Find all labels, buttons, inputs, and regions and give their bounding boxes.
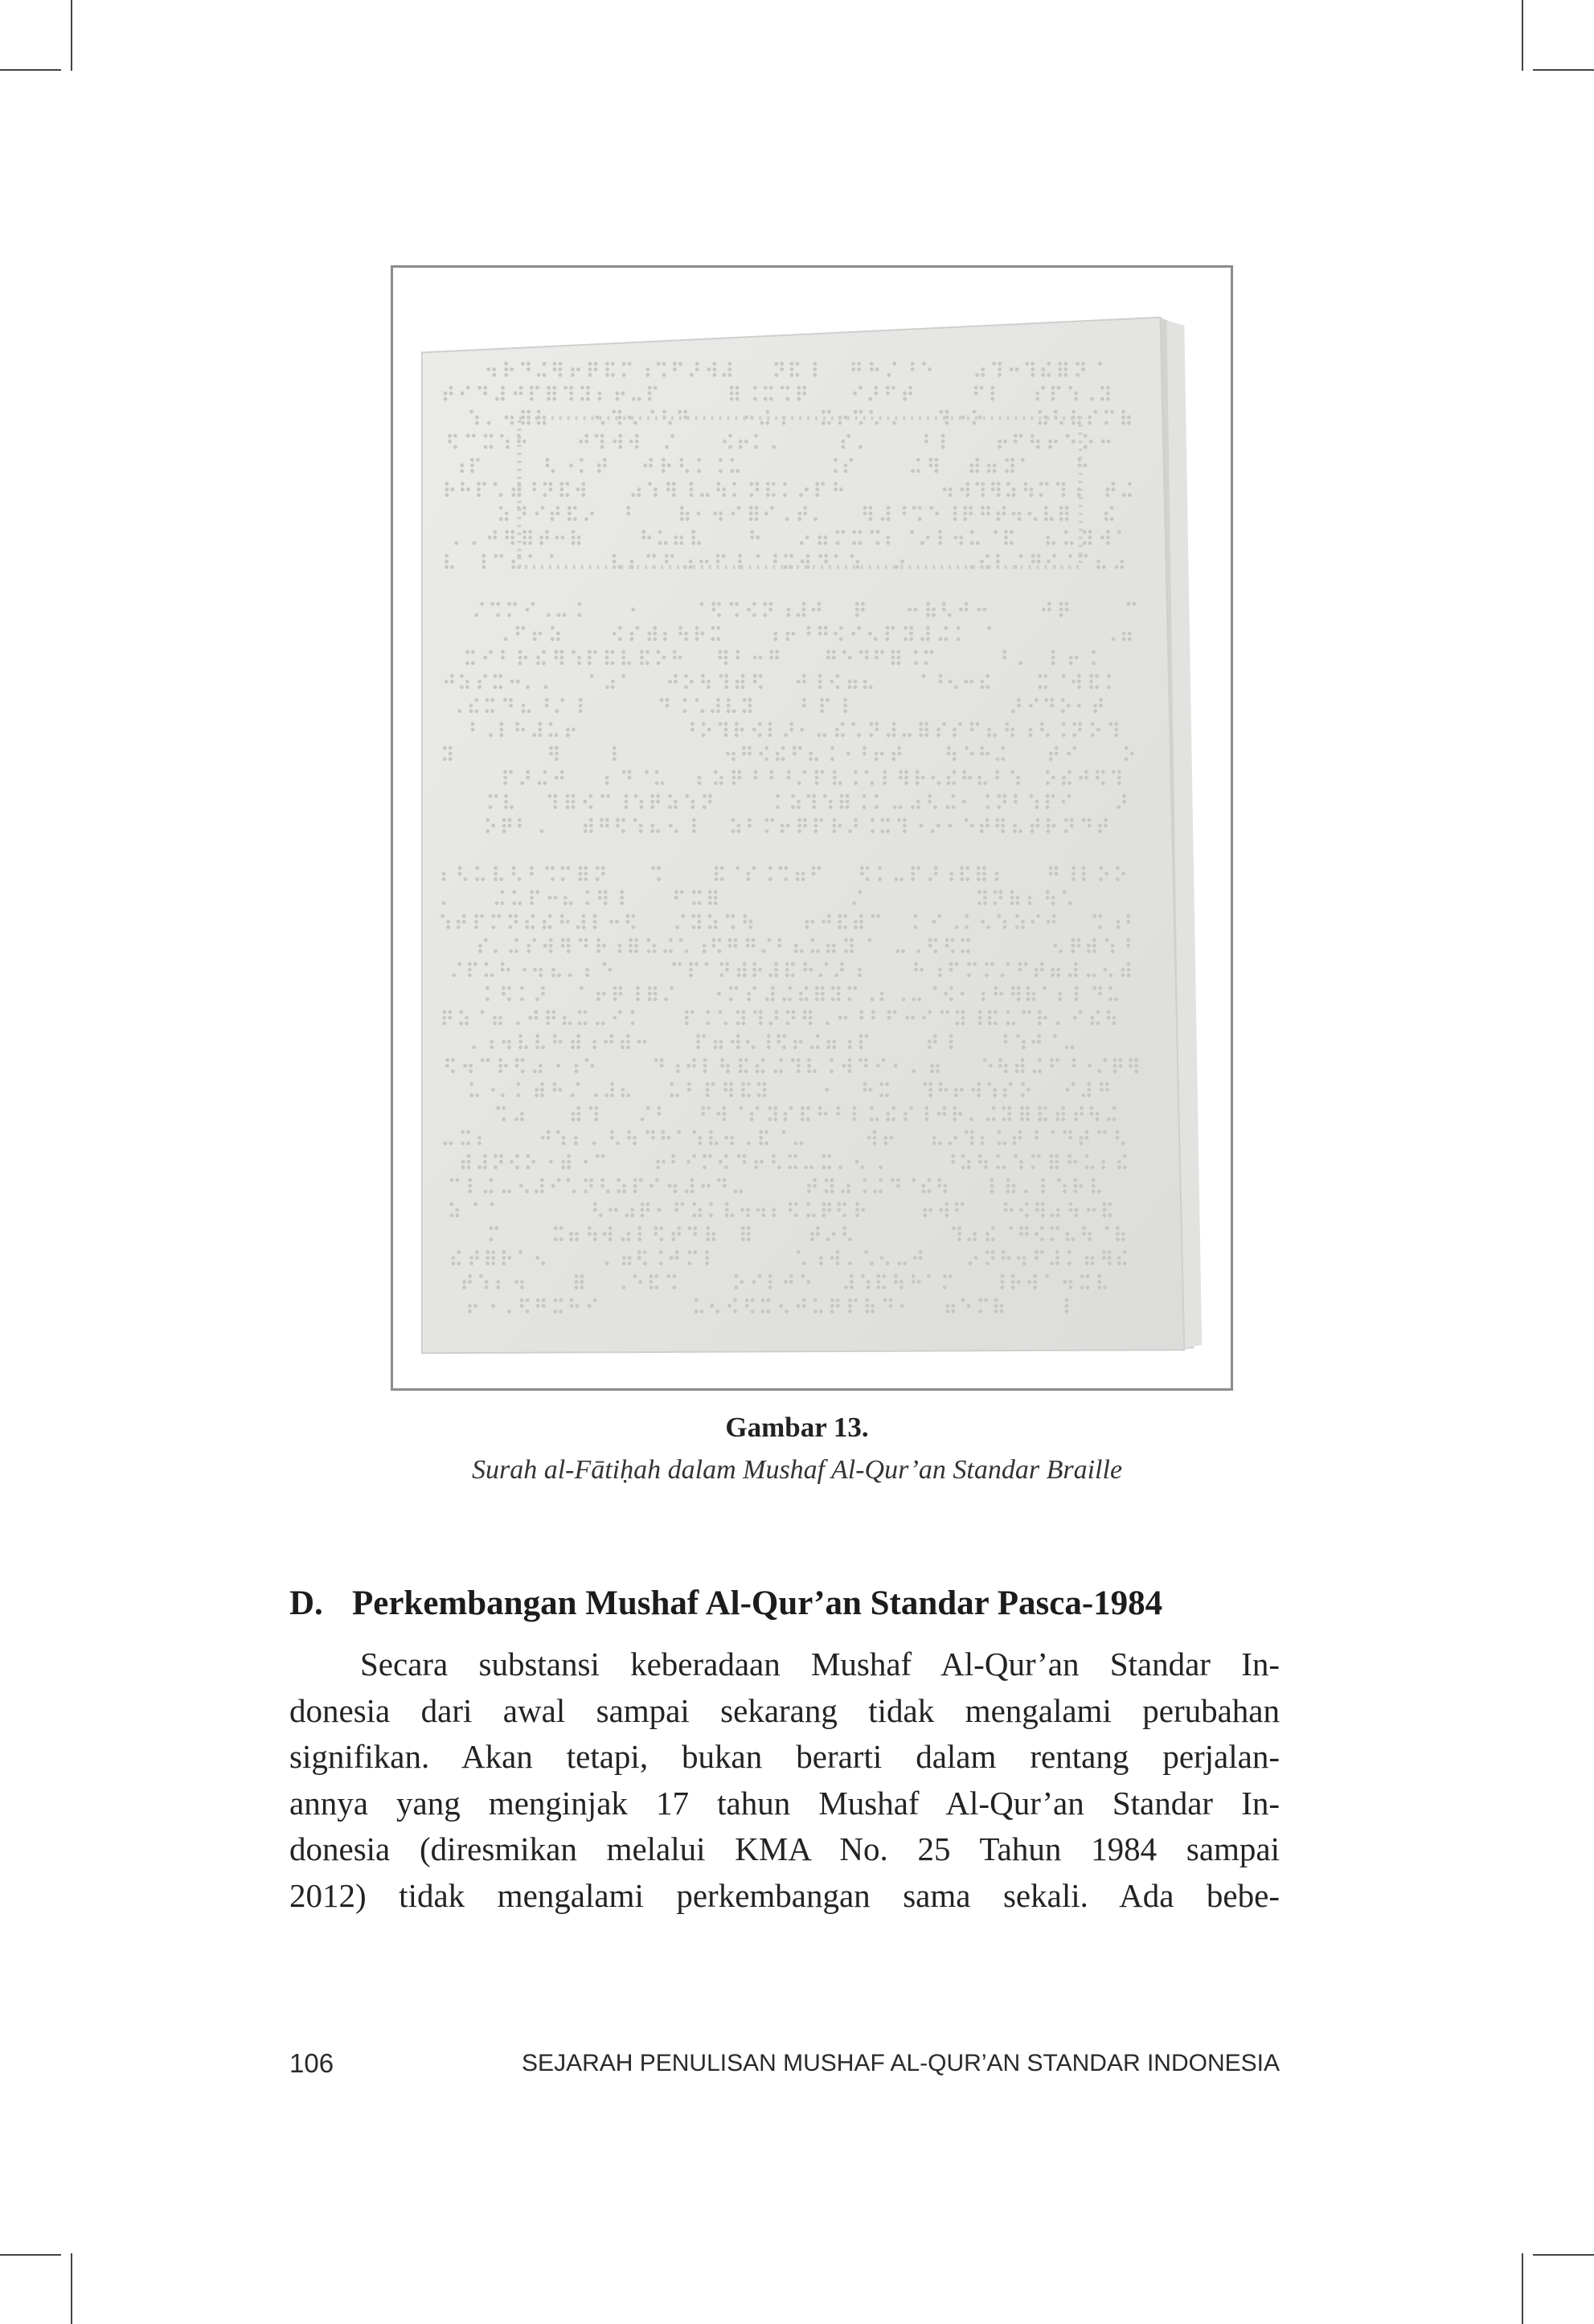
crop-mark bbox=[71, 0, 72, 71]
body-paragraph bbox=[289, 1642, 1280, 1919]
section-heading bbox=[289, 1584, 1334, 1623]
crop-mark bbox=[0, 2254, 61, 2256]
body-line: Secara substansi keberadaan Mushaf Al-Qur’an Standar In- bbox=[360, 1646, 1280, 1683]
body-line: donesia (diresmikan melalui KMA No. 25 Tahun 1984 sampai bbox=[289, 1830, 1280, 1867]
figure-caption: Surah al-Fātiḥah dalam Mushaf Al-Qur’an Standar Braille bbox=[471, 1455, 1123, 1485]
section-letter: D. bbox=[289, 1584, 323, 1622]
body-line: signifikan. Akan tetapi, bukan berarti dalam rentang perjalan- bbox=[289, 1738, 1280, 1775]
figure-label: Gambar 13. bbox=[725, 1412, 869, 1443]
braille-page-photo bbox=[393, 268, 1231, 1388]
body-line: donesia dari awal sampai sekarang tidak mengalami perubahan bbox=[289, 1691, 1280, 1729]
section-title: Perkembangan Mushaf Al-Qur’an Standar Pasca-1984 bbox=[352, 1584, 1163, 1622]
crop-mark bbox=[71, 2253, 72, 2324]
body-line: annya yang menginjak 17 tahun Mushaf Al-Qur’an Standar In- bbox=[289, 1784, 1280, 1822]
crop-mark bbox=[1533, 2254, 1594, 2256]
crop-mark bbox=[1522, 0, 1523, 71]
page-number: 106 bbox=[289, 2048, 334, 2078]
figure-frame bbox=[391, 265, 1233, 1391]
running-footer: SEJARAH PENULISAN MUSHAF AL-QUR’AN STANDAR INDONESIA bbox=[522, 2050, 1280, 2076]
crop-mark bbox=[1533, 69, 1594, 71]
body-line: 2012) tidak mengalami perkembangan sama sekali. Ada bebe- bbox=[289, 1876, 1280, 1914]
crop-mark bbox=[0, 69, 61, 71]
crop-mark bbox=[1522, 2253, 1523, 2324]
